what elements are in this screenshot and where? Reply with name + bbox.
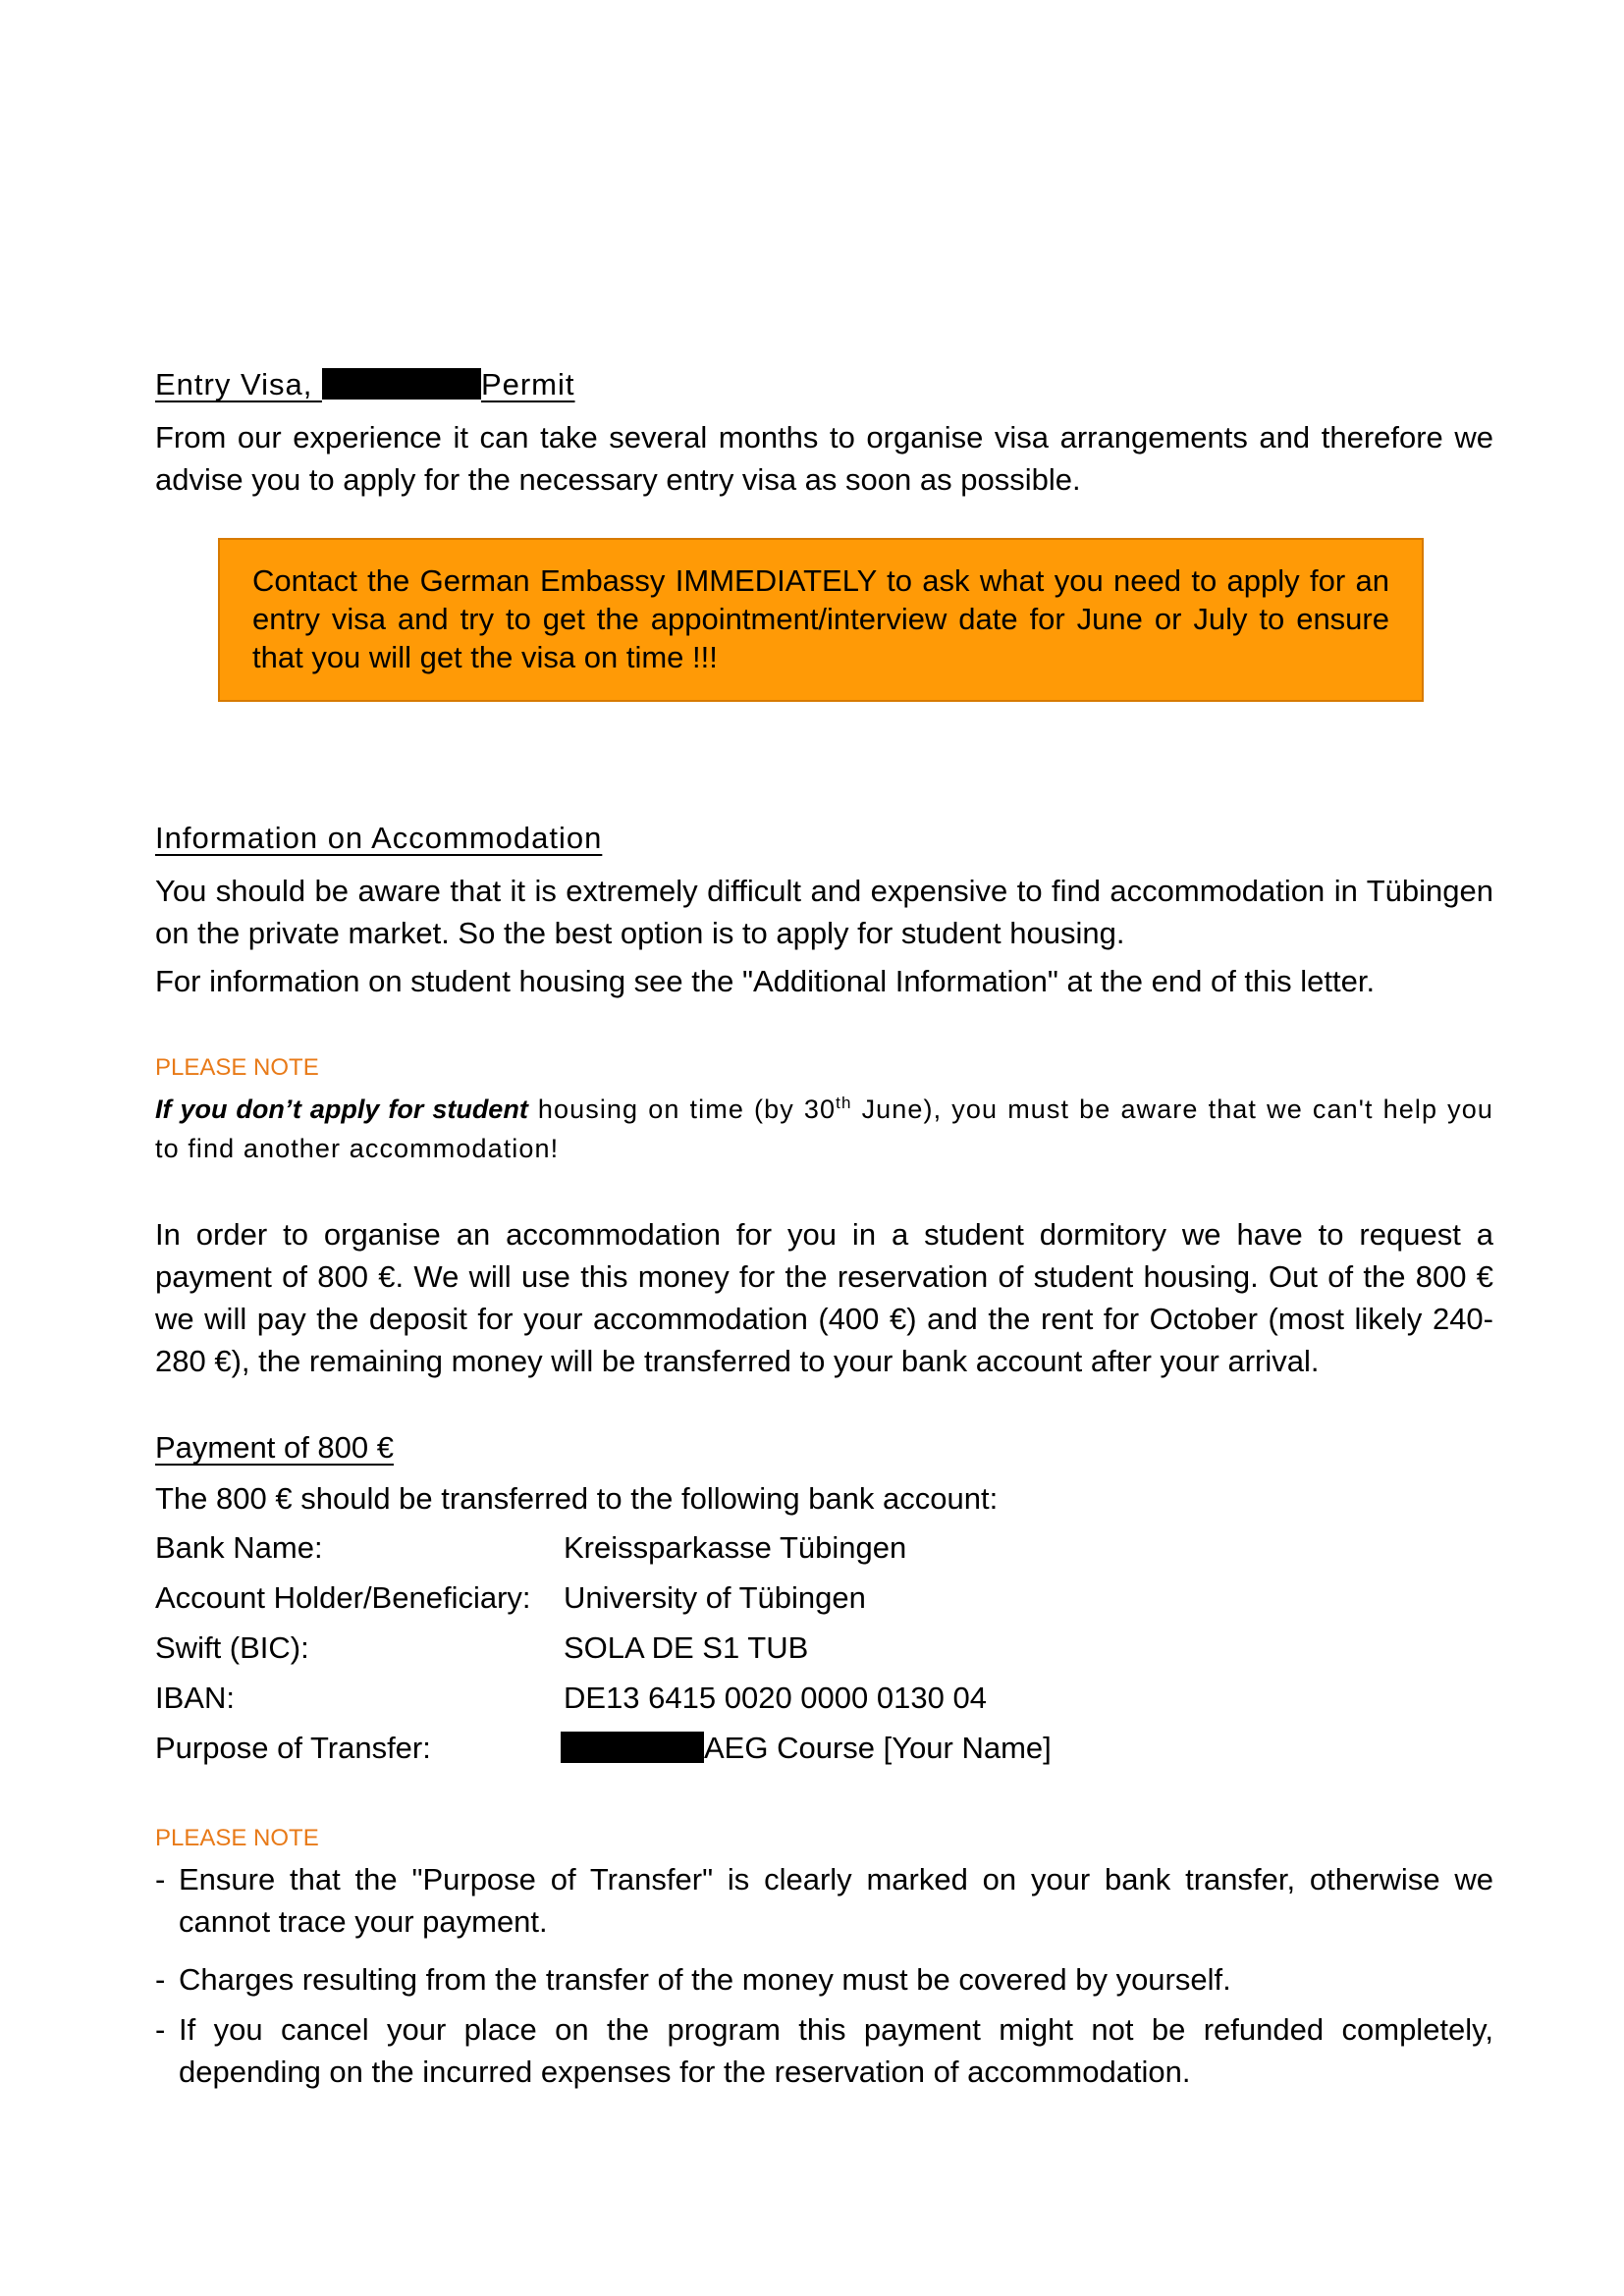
bank-row-swift xyxy=(155,1627,1493,1671)
bank-row-iban xyxy=(155,1677,1493,1721)
bank-row-value: Kreissparkasse Tübingen xyxy=(564,1530,907,1565)
bullet-text: Ensure that the "Purpose of Transfer" is clearly marked on your bank transfer, otherwise we cannot trace your payment. xyxy=(179,1862,1493,1939)
please-note-label: PLEASE NOTE xyxy=(155,1825,319,1851)
visa-heading-text-end: Permit xyxy=(480,367,575,401)
housing-note-superscript: th xyxy=(836,1094,852,1112)
payment-heading: Payment of 800 € xyxy=(155,1430,394,1465)
bank-row-value xyxy=(561,1727,1052,1769)
visa-paragraph: From our experience it can take several months to organise visa arrangements and therefore we advise you to apply for the necessary entry visa as soon as possible. xyxy=(155,420,1493,497)
deposit-paragraph: In order to organise an accommodation for you in a student dormitory we have to request a payment of 800 €. We will use this money for the reservation of student housing. Out of the 800 € we will pay the deposit for your accommodation (400 €) and the rent for October (most likely 240-280 €), the remaining money will be transferred to your bank account after your arrival. xyxy=(155,1217,1493,1378)
visa-heading-text-start: Entry Visa, xyxy=(155,367,322,401)
housing-deadline-note xyxy=(155,1090,1493,1168)
bank-row-label: Bank Name: xyxy=(155,1530,323,1565)
bullet-dash: - xyxy=(155,1962,166,1997)
bank-row-account-holder xyxy=(155,1576,1493,1621)
bullet-dash: - xyxy=(155,2012,166,2047)
bullet-text: Charges resulting from the transfer of the money must be covered by yourself. xyxy=(179,1962,1231,1997)
payment-intro: The 800 € should be transferred to the following bank account: xyxy=(155,1481,999,1516)
bank-row-label: Purpose of Transfer: xyxy=(155,1731,431,1765)
housing-note-text-b: June), you must be aware that we can't help you to find another accommodation! xyxy=(155,1095,1493,1163)
bank-row-purpose xyxy=(155,1727,1493,1771)
accommodation-paragraph-2: For information on student housing see the "Additional Information" at the end of this letter. xyxy=(155,964,1376,998)
purpose-text: AEG Course [Your Name] xyxy=(704,1731,1052,1765)
bank-row-value: University of Tübingen xyxy=(564,1580,866,1615)
embassy-callout-box: Contact the German Embassy IMMEDIATELY to ask what you need to apply for an entry visa and try to get the appointment/interview date for June or July to ensure that you will get the visa on time !!! xyxy=(218,538,1424,702)
bank-row-label: Swift (BIC): xyxy=(155,1630,309,1665)
please-note-label: PLEASE NOTE xyxy=(155,1054,319,1081)
document-page xyxy=(155,0,1493,2296)
bullet-dash: - xyxy=(155,1862,166,1896)
bank-row-bank-name xyxy=(155,1526,1493,1571)
redaction-block xyxy=(322,368,481,400)
accommodation-paragraph-1: You should be aware that it is extremely difficult and expensive to find accommodation in Tübingen on the private market. So the best option is to apply for student housing. xyxy=(155,874,1493,950)
bank-row-value: SOLA DE S1 TUB xyxy=(564,1630,809,1665)
accommodation-heading: Information on Accommodation xyxy=(155,821,603,855)
bank-row-label: IBAN: xyxy=(155,1681,235,1715)
bank-row-label: Account Holder/Beneficiary: xyxy=(155,1580,531,1615)
visa-heading xyxy=(155,365,575,404)
bullet-text: If you cancel your place on the program this payment might not be refunded completely, depending on the incurred expenses for the reservation of accommodation. xyxy=(179,2012,1493,2089)
redaction-block xyxy=(561,1732,704,1763)
bank-row-value: DE13 6415 0020 0000 0130 04 xyxy=(564,1681,987,1715)
housing-note-text-a: housing on time (by 30 xyxy=(527,1095,837,1124)
housing-note-emphasis: If you don’t apply for student xyxy=(155,1095,528,1124)
